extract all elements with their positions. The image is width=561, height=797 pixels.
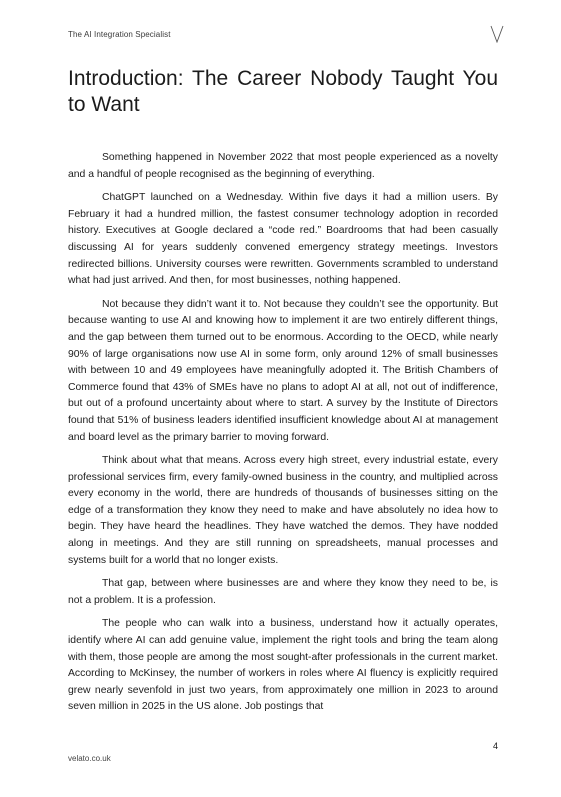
velato-logo-icon — [490, 25, 504, 43]
paragraph: ChatGPT launched on a Wednesday. Within five days it had a million users. By February it had a hundred million, the fastest consumer technology adoption in recorded history. Executives at Google declared a “code red.” Boardrooms that had been casually discussing AI for years suddenly convened emergency strategy meetings. Investors redirected billions. University courses were rewritten. Governments scrambled to understand what had just arrived. And then, for most businesses, nothing happened. — [68, 192, 498, 287]
page-number: 4 — [492, 741, 498, 751]
paragraph: That gap, between where businesses are and where they know they need to be, is not a problem. It is a profession. — [68, 578, 498, 606]
paragraph: Not because they didn’t want it to. Not because they couldn’t see the opportunity. But because wanting to use AI and knowing how to implement it are two entirely different things, and the gap between them turned out to be enormous. According to the OECD, while nearly 90% of large organisations now use AI in some form, only around 12% of small businesses with between 10 and 49 employees have meaningfully adopted it. The British Chambers of Commerce found that 43% of SMEs have no plans to adopt AI at all, not out of indifference, but out of a profound uncertainty about where to start. A survey by the Institute of Directors found that 51% of business leaders identified insufficient knowledge about AI at management and board level as the primary barrier to moving forward. — [68, 298, 498, 443]
body-text — [68, 150, 498, 730]
paragraph: The people who can walk into a business, understand how it actually operates, identify where AI can add genuine value, implement the right tools and bring the team along with them, those people are among the most sought-after professionals in the current market. According to McKinsey, the number of workers in roles where AI fluency is explicitly required grew nearly sevenfold in just two years, from approximately one million in 2023 to around seven million in 2025 in the US alone. Job postings that — [68, 618, 498, 713]
paragraph: Think about what that means. Across every high street, every industrial estate, every professional services firm, every family-owned business in the country, and multiplied across every economy in the world, there are hundreds of thousands of businesses sitting on the edge of a transformation they know they need to make and have absolutely no idea how to begin. They have heard the headlines. They have watched the demos. They have nodded along in meetings. And they are still running on spreadsheets, manual processes and systems built for a world that no longer exists. — [68, 455, 498, 566]
paragraph: Something happened in November 2022 that most people experienced as a novelty and a handful of people recognised as the beginning of everything. — [68, 152, 498, 180]
footer-website: velato.co.uk — [68, 754, 111, 763]
running-header: The AI Integration Specialist — [68, 30, 171, 39]
chapter-title: Introduction: The Career Nobody Taught You to Want — [68, 67, 498, 116]
